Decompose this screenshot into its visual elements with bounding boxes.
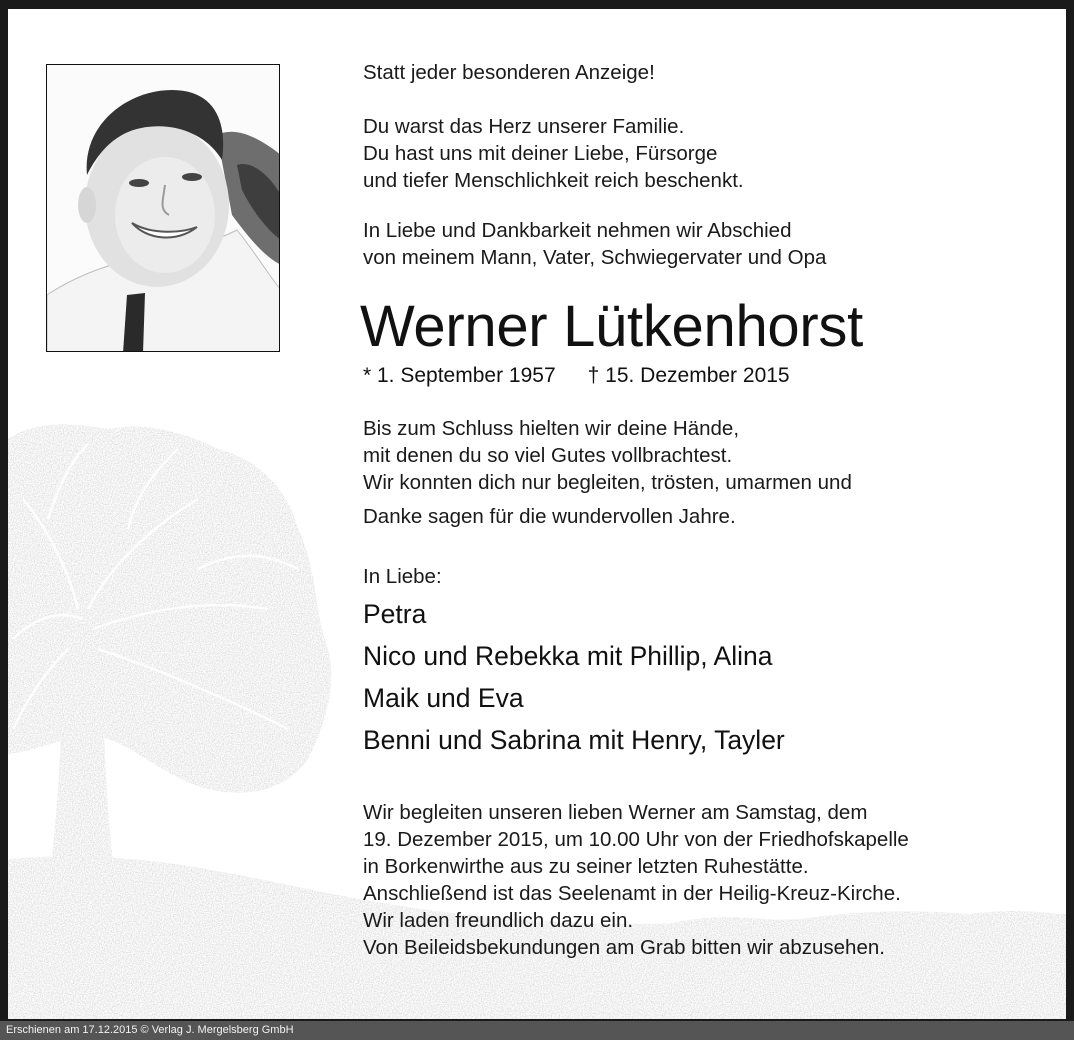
in-love-label: In Liebe: [363,565,442,588]
family-member: Petra [363,599,427,629]
birth-date: * 1. September 1957 [363,364,556,387]
family-list [363,593,785,761]
publication-footer: Erschienen am 17.12.2015 © Verlag J. Mergelsberg GmbH [0,1021,1074,1040]
death-date: † 15. Dezember 2015 [587,364,790,387]
verse-line: und tiefer Menschlichkeit reich beschenkt. [363,169,744,192]
farewell-line: von meinem Mann, Vater, Schwiegervater und Opa [363,246,827,269]
family-member: Benni und Sabrina mit Henry, Tayler [363,725,785,755]
verse-line: mit denen du so viel Gutes vollbrachtest. [363,444,733,467]
family-member: Nico und Rebekka mit Phillip, Alina [363,641,773,671]
verse-line: Du warst das Herz unserer Familie. [363,115,685,138]
funeral-line: Wir laden freundlich dazu ein. [363,909,634,932]
verse-line: Wir konnten dich nur begleiten, trösten, umarmen und [363,471,852,494]
verse-line: Du hast uns mit deiner Liebe, Fürsorge [363,142,718,165]
funeral-line: Wir begleiten unseren lieben Werner am Samstag, dem [363,801,868,824]
funeral-line: Anschließend ist das Seelenamt in der Heilig-Kreuz-Kirche. [363,882,901,905]
obituary-page [8,9,1066,1019]
intro-line: Statt jeder besonderen Anzeige! [363,61,655,84]
life-dates [363,361,790,391]
verse-line: Danke sagen für die wundervollen Jahre. [363,505,736,528]
funeral-line: in Borkenwirthe aus zu seiner letzten Ruhestätte. [363,855,809,878]
family-member: Maik und Eva [363,683,524,713]
funeral-line: Von Beileidsbekundungen am Grab bitten wir abzusehen. [363,936,885,959]
deceased-name: Werner Lütkenhorst [360,294,863,359]
funeral-line: 19. Dezember 2015, um 10.00 Uhr von der Friedhofskapelle [363,828,909,851]
funeral-details [363,799,909,961]
verse-first [363,113,744,194]
verse-line: Bis zum Schluss hielten wir deine Hände, [363,417,740,440]
farewell-line: In Liebe und Dankbarkeit nehmen wir Abschied [363,219,792,242]
verse-second [363,415,852,530]
portrait-photo [46,64,280,352]
farewell-text [363,217,826,271]
